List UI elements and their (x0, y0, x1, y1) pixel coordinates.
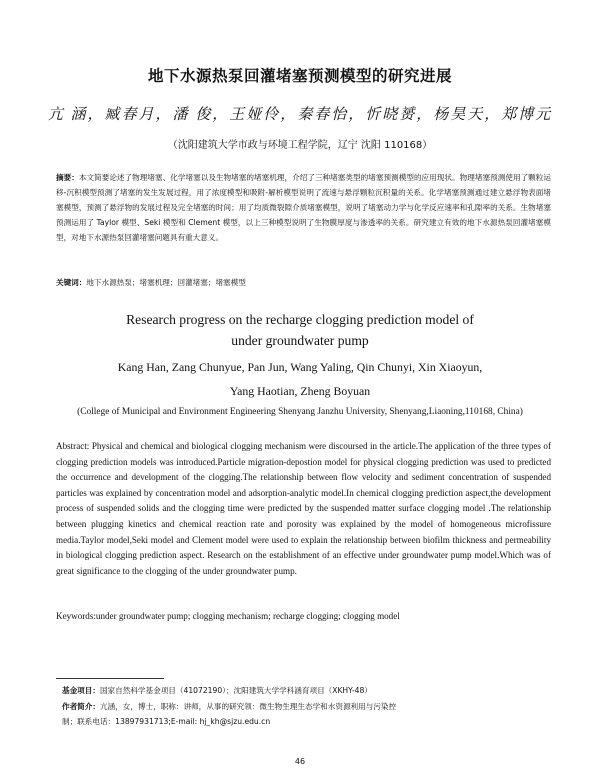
footnote-author (62, 699, 552, 715)
footnote-author-label: 作者简介： (62, 701, 100, 711)
english-keywords-label: Keywords: (56, 611, 96, 621)
english-keywords (56, 611, 551, 621)
chinese-keywords-label: 关键词： (56, 278, 87, 287)
english-title-line-2: under groundwater pump (231, 333, 369, 348)
footnote-fund-label: 基金项目： (62, 686, 100, 695)
footnote-fund (62, 683, 552, 699)
english-abstract (56, 439, 551, 579)
english-authors-line-1: Kang Han, Zang Chunyue, Pan Jun, Wang Yaling, Qin Chunyi, Xin Xiaoyun, (117, 360, 483, 374)
footnote-author-text: 亢涵，女，博士，职称：讲师，从事的研究领：微生物生理生态学和水资源利用与污染控 (99, 701, 397, 711)
chinese-affiliation: （沈阳建筑大学市政与环境工程学院，辽宁 沈阳 110168） (167, 140, 433, 151)
footnote-contact: 制；联系电话：13897931713;E-mail: hj_kh@sjzu.edu.cn (62, 717, 271, 726)
chinese-abstract (56, 170, 551, 245)
english-authors-line-2: Yang Haotian, Zheng Boyuan (229, 384, 371, 398)
chinese-abstract-text: 本文简要论述了物理堵塞、化学堵塞以及生物堵塞的堵塞机理，介绍了三种堵塞类型的堵塞预测模型的应用现状。物理堵塞预测使用了颗粒运移-沉积模型预测了堵塞的发生发展过程，用了浓度模型和吸附-解析模型说明了流速与悬浮颗粒沉积量的关系。化学堵塞预测通过建立悬浮物表面堵塞模型，预测了悬浮物的发展过程及完全堵塞的时间；用了均质微裂隙介质堵塞模型，说明了堵塞动力学与化学反应速率和孔隙率的关系。生物堵塞预测运用了 Taylor 模型、Seki 模型和 Clement 模型，以上三种模型说明了生物膜厚度与渗透率的关系。研究建立有效的地下水源热泵回灌堵塞模型，对地下水源热泵回灌堵塞问题具有重大意义。 (56, 173, 552, 242)
english-affiliation: (College of Municipal and Environment Engineering Shenyang Janzhu University, Shenyang,Liaoning,110168, China) (77, 407, 523, 417)
page-number: 46 (294, 757, 306, 766)
chinese-authors: 亢 涵，臧春月，潘 俊，王娅伶，秦春怡，忻晓赟，杨昊天，郑博元 (47, 107, 553, 123)
chinese-abstract-label: 摘要： (56, 173, 79, 182)
chinese-keywords (56, 277, 551, 288)
english-keywords-text: under groundwater pump; clogging mechanism; recharge clogging; clogging model (95, 611, 400, 621)
english-title-line-1: Research progress on the recharge clogging prediction model of (126, 312, 474, 327)
footnote-divider (56, 678, 164, 679)
chinese-title: 地下水源热泵回灌堵塞预测模型的研究进展 (147, 67, 452, 85)
english-abstract-text: Physical and chemical and biological clogging mechanism were discoursed in the article.The application of the three types of clogging prediction models was introduced.Particle migration-depostion model for physical clogging prediction was used to predicted the occurrence and development of the clogging.The relationship between flow velocity and sediment concentration of suspended particles was explained by concentration model and adsorption-analytic model.In chemical clogging prediction aspect,the development process of suspended solids and the clogging time were predicted by the suspended matter surface clogging model .The relationship between plugging kinetics and chemical reaction rate and porosity was explained by the model of homogeneous microfissure media.Taylor model,Seki model and Clement model were used to explain the relationship between biofilm thickness and permeability in biological clogging prediction aspect. Research on the establishment of an effective under groundwater pump model.Which was of great significance to the clogging of the under groundwater pump. (56, 441, 551, 576)
footnote-fund-text: 国家自然科学基金项目（41072190）；沈阳建筑大学学科涵育项目（XKHY-48） (99, 686, 372, 695)
english-abstract-label: Abstract: (56, 441, 90, 451)
chinese-keywords-text: 地下水源热泵；堵塞机理；回灌堵塞；堵塞模型 (86, 278, 246, 287)
footnotes (62, 683, 552, 730)
